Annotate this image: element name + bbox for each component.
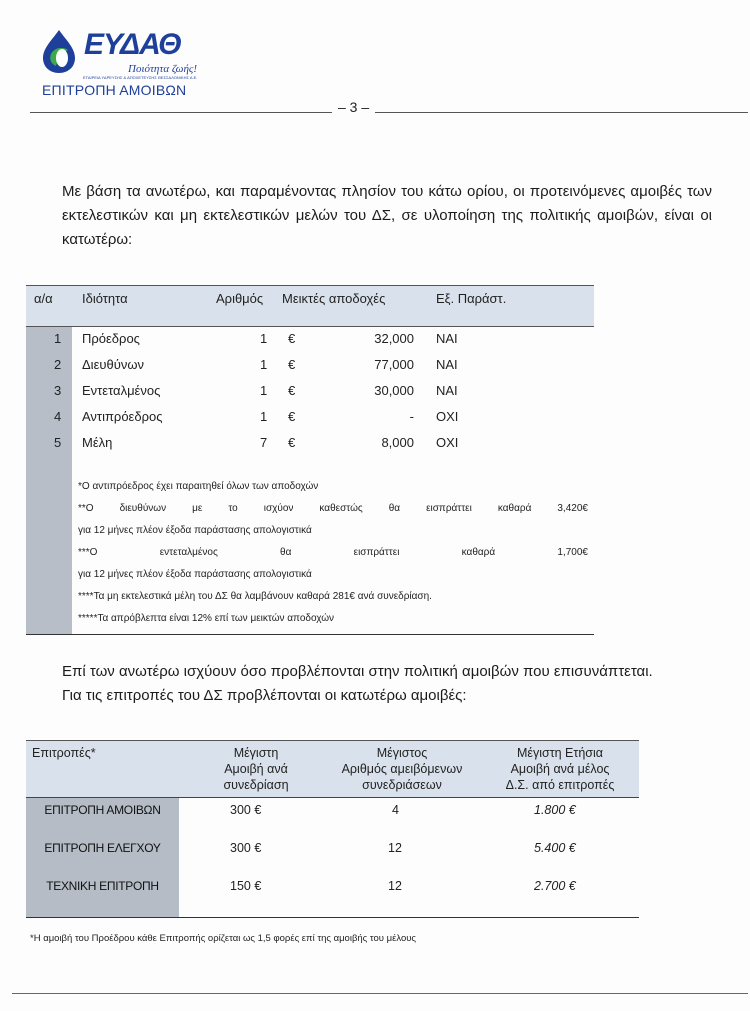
index-column-shade	[26, 327, 72, 635]
policy-line-1: Επί των ανωτέρω ισχύουν όσο προβλέπονται στην πολιτική αμοιβών που επισυνάπτεται.	[62, 663, 653, 680]
row-expenses: ΝΑΙ	[436, 383, 458, 398]
row-count: 1	[260, 357, 268, 372]
header-line: Αριθμός αμειβόμενων	[341, 762, 463, 776]
row-number: 5	[54, 435, 62, 450]
note-delegate	[78, 547, 588, 558]
note-word: 3,420€	[557, 503, 588, 514]
row-count: 1	[260, 383, 268, 398]
row-expenses: ΟΧΙ	[436, 435, 459, 450]
committee-name: ΕΠΙΤΡΟΠΗ ΕΛΕΓΧΟΥ	[44, 841, 161, 855]
row-role: Αντιπρόεδρος	[82, 409, 163, 424]
note-word: καθαρά	[497, 503, 532, 514]
row-gross: 30,000	[374, 383, 414, 398]
committee-name: ΕΠΙΤΡΟΠΗ ΑΜΟΙΒΩΝ	[44, 803, 161, 817]
note-word: θα	[280, 547, 292, 558]
footnote: *Η αμοιβή του Προέδρου κάθε Επιτροπής ορίζεται ως 1,5 φορές επί της αμοιβής του μέλους	[30, 933, 417, 944]
header-line: Μέγιστος	[376, 746, 428, 760]
header-role: Ιδιότητα	[82, 291, 128, 306]
row-count: 1	[260, 409, 268, 424]
company-logo	[40, 28, 220, 84]
row-number: 2	[54, 357, 62, 372]
intro-paragraph: Με βάση τα ανωτέρω, και παραμένοντας πλησίον του κάτω ορίου, οι προτεινόμενες αμοιβές των εκτελεστικών και μη εκτελεστικών μελών του ΔΣ, σε υλοποίηση της πολιτικής αμοιβών, είναι οι κατωτέρω:	[62, 183, 712, 248]
board-remuneration-table	[26, 285, 594, 635]
logo-company-name: ΕΤΑΙΡΕΙΑ ΥΔΡΕΥΣΗΣ & ΑΠΟΧΕΤΕΥΣΗΣ ΘΕΣΣΑΛΟΝΙΚΗΣ Α.Ε.	[83, 75, 198, 80]
page-number: – 3 –	[332, 99, 375, 115]
note-word: θα	[388, 503, 401, 514]
row-count: 1	[260, 331, 268, 346]
committee-meetings: 12	[388, 841, 402, 855]
logo-wordmark: ΕΥΔΑΘ	[84, 28, 181, 61]
committee-meetings: 4	[392, 803, 399, 817]
header-committees: Επιτροπές*	[32, 746, 96, 760]
committees-fees-table	[26, 740, 639, 918]
row-currency: €	[288, 357, 296, 372]
policy-line-2: Για τις επιτροπές του ΔΣ προβλέπονται οι κατωτέρω αμοιβές:	[62, 687, 467, 704]
committee-fee: 300 €	[230, 803, 262, 817]
header-max-fee	[194, 745, 318, 793]
row-currency: €	[288, 409, 296, 424]
row-role: Διευθύνων	[82, 357, 144, 372]
row-expenses: ΝΑΙ	[436, 331, 458, 346]
note-non-executive: ****Τα μη εκτελεστικά μέλη του ΔΣ θα λαμβάνουν καθαρά 281€ ανά συνεδρίαση.	[78, 591, 432, 602]
row-currency: €	[288, 331, 296, 346]
note-word: ισχύον	[263, 503, 294, 514]
row-expenses: ΟΧΙ	[436, 409, 459, 424]
note-word: το	[228, 503, 238, 514]
committee-annual: 5.400 €	[534, 841, 576, 855]
note-word: καθεστώς	[319, 503, 363, 514]
row-role: Εντεταλμένος	[82, 383, 161, 398]
committee-fee: 150 €	[230, 879, 262, 893]
header-line: Δ.Σ. από επιτροπές	[505, 778, 615, 792]
note-word: **Ο	[78, 503, 94, 514]
note-word: καθαρά	[461, 547, 496, 558]
note-word: 1,700€	[557, 547, 588, 558]
row-number: 4	[54, 409, 62, 424]
note-delegate-continued: για 12 μήνες πλέον έξοδα παράστασης απολογιστικά	[78, 569, 312, 580]
note-word: ***Ο	[78, 547, 98, 558]
header-line: Μέγιστη Ετήσια	[516, 746, 604, 760]
row-gross: 77,000	[374, 357, 414, 372]
policy-paragraph	[62, 660, 712, 708]
note-word: με	[192, 503, 203, 514]
committee-annual: 1.800 €	[534, 803, 576, 817]
note-vice-president: *Ο αντιπρόεδρος έχει παραιτηθεί όλων των αποδοχών	[78, 481, 319, 492]
row-role: Μέλη	[82, 435, 113, 450]
row-expenses: ΝΑΙ	[436, 357, 458, 372]
row-count: 7	[260, 435, 268, 450]
header-line: Μέγιστη	[233, 746, 279, 760]
table-bottom-border	[26, 634, 594, 635]
committee-title: ΕΠΙΤΡΟΠΗ ΑΜΟΙΒΩΝ	[42, 82, 187, 98]
water-drop-icon	[40, 28, 78, 74]
row-currency: €	[288, 383, 296, 398]
committee-meetings: 12	[388, 879, 402, 893]
header-max-annual	[484, 745, 636, 793]
note-word: εισπράττει	[426, 503, 472, 514]
note-word: εισπράττει	[353, 547, 400, 558]
table-bottom-border	[26, 917, 639, 918]
row-gross: 8,000	[381, 435, 414, 450]
row-gross: 32,000	[374, 331, 414, 346]
row-number: 1	[54, 331, 62, 346]
footer-divider	[12, 993, 748, 994]
row-gross: -	[409, 409, 414, 424]
header-max-meetings	[322, 745, 482, 793]
header-line: Αμοιβή ανά μέλος	[510, 762, 610, 776]
row-number: 3	[54, 383, 62, 398]
note-word: εντεταλμένος	[159, 547, 218, 558]
header-gross: Μεικτές αποδοχές	[282, 291, 386, 306]
note-ceo	[78, 503, 588, 514]
row-role: Πρόεδρος	[82, 331, 140, 346]
logo-tagline: Ποιότητα ζωής!	[128, 63, 198, 75]
note-word: διευθύνων	[119, 503, 167, 514]
row-currency: €	[288, 435, 296, 450]
header-count: Αριθμός	[216, 291, 264, 306]
committee-fee: 300 €	[230, 841, 262, 855]
header-line: συνεδριάσεων	[362, 778, 442, 792]
committee-name: ΤΕΧΝΙΚΗ ΕΠΙΤΡΟΠΗ	[46, 879, 159, 893]
committee-annual: 2.700 €	[534, 879, 576, 893]
header-divider	[30, 112, 748, 113]
note-contingency: *****Τα απρόβλεπτα είναι 12% επί των μεικτών αποδοχών	[78, 613, 335, 624]
note-ceo-continued: για 12 μήνες πλέον έξοδα παράστασης απολογιστικά	[78, 525, 312, 536]
header-expenses: Εξ. Παράστ.	[436, 291, 507, 306]
header-line: συνεδρίαση	[223, 778, 289, 792]
header-line: Αμοιβή ανά	[224, 762, 288, 776]
header-aa: α/α	[34, 291, 53, 306]
